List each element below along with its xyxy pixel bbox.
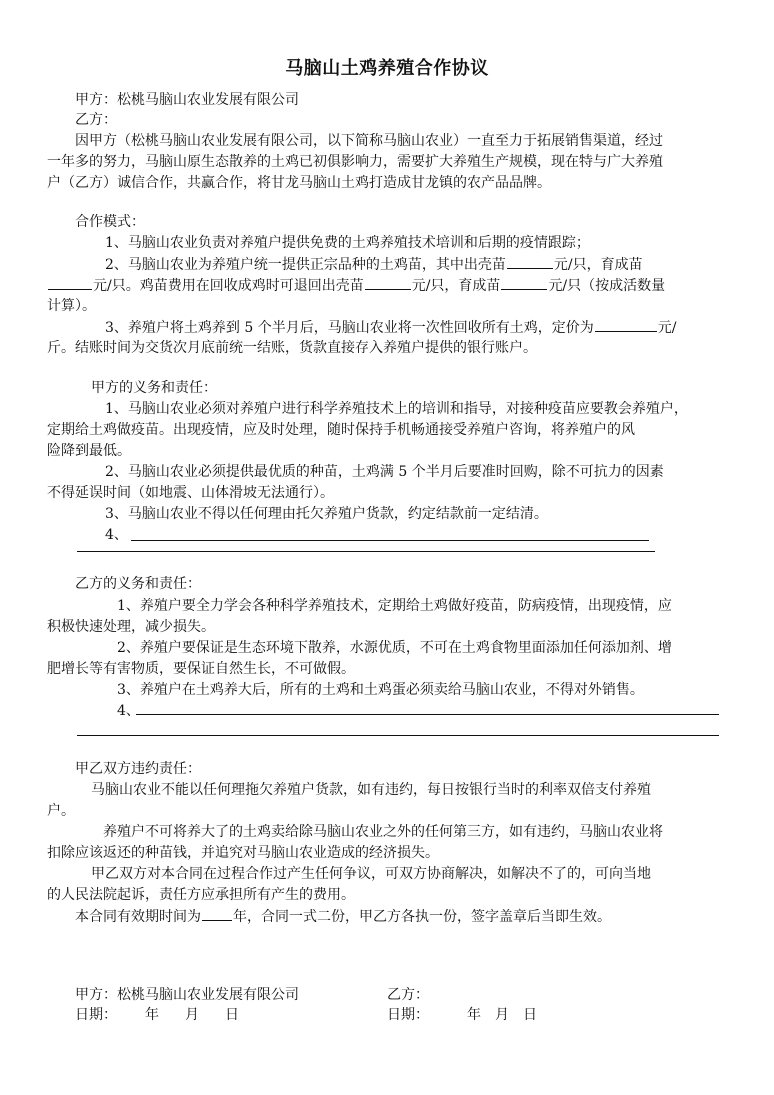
page-title: 马脑山土鸡养殖合作协议 (285, 58, 489, 79)
duty-b-heading: 乙方的义务和责任： (75, 576, 201, 592)
duty-b-item-4-blank[interactable] (136, 714, 719, 715)
mode-item-2-text-e: 元/只（按成活数量 (548, 278, 666, 294)
date-a-label: 日期： (75, 1007, 117, 1023)
date-b-month: 月 (495, 1007, 509, 1023)
intro-line-1: 因甲方（松桃马脑山农业发展有限公司，以下简称马脑山农业）一直至力于拓展销售渠道，经过 (75, 133, 663, 149)
validity-years-blank[interactable] (202, 906, 232, 921)
breach-heading: 甲乙双方违约责任： (75, 761, 201, 777)
signature-date-b (387, 1005, 537, 1026)
mode-item-2-line-2 (47, 275, 737, 297)
validity-line (75, 906, 765, 928)
duty-b-item-1-line-2: 积极快速处理，减少损失。 (47, 619, 215, 635)
duty-a-item-1-line-3: 险降到最低。 (47, 443, 131, 459)
signature-date-a (75, 1005, 239, 1026)
duty-a-item-4-blank-2[interactable] (77, 551, 655, 552)
breach-para-2-line-2: 扣除应该返还的种苗钱，并追究对马脑山农业造成的经济损失。 (47, 845, 439, 861)
validity-text-b: 年，合同一式二份，甲乙方各执一份，签字盖章后当即生效。 (233, 909, 611, 925)
duty-a-item-2-line-2: 不得延误时间（如地震、山体滑坡无法通行）。 (47, 485, 334, 501)
duty-b-item-3: 3、养殖户在土鸡养大后，所有的土鸡和土鸡蛋必须卖给马脑山农业，不得对外销售。 (117, 682, 644, 698)
breach-para-3-line-2: 的人民法院起诉，责任方应承担所有产生的费用。 (47, 887, 355, 903)
signature-party-b: 乙方： (387, 987, 429, 1003)
date-b-day: 日 (523, 1007, 537, 1023)
mode-item-3-line-2: 斤。结账时间为交货次月底前统一结账，货款直接存入养殖户提供的银行账户。 (47, 340, 537, 356)
mode-item-1: 1、马脑山农业负责对养殖户提供免费的土鸡养殖技术培训和后期的疫情跟踪； (105, 235, 590, 251)
signature-party-a: 甲方：松桃马脑山农业发展有限公司 (75, 987, 299, 1003)
validity-text-a: 本合同有效期时间为 (75, 909, 201, 925)
date-a-year: 年 (145, 1007, 159, 1023)
refund-chick-price-blank[interactable] (365, 275, 411, 290)
grown-chick-price-blank[interactable] (48, 275, 92, 290)
duty-b-item-1-line-1: 1、养殖户要全力学会各种科学养殖技术，定期给土鸡做好疫苗，防病疫情，出现疫情，应 (117, 598, 672, 614)
mode-item-2-line-1 (105, 254, 774, 276)
duty-b-item-2-line-1: 2、养殖户要保证是生态环境下散养，水源优质，不可在土鸡食物里面添加任何添加剂、增 (117, 640, 672, 656)
unit-price-blank[interactable] (595, 317, 657, 332)
duty-a-item-2-line-1: 2、马脑山农业必须提供最优质的种苗，土鸡满 5 个半月后要准时回购，除不可抗力的因素 (105, 464, 664, 480)
breach-para-3-line-1: 甲乙双方对本合同在过程合作过产生任何争议，可双方协商解决，如解决不了的，可向当地 (91, 866, 651, 882)
refund-grown-price-blank[interactable] (501, 275, 547, 290)
breach-para-1-line-1: 马脑山农业不能以任何理拖欠养殖户货款，如有违约，每日按银行当时的利率双倍支付养殖 (91, 782, 651, 798)
intro-line-2: 一年多的努力，马脑山原生态散养的土鸡已初俱影响力，需要扩大养殖生产规模，现在特与广大养殖 (47, 154, 663, 170)
date-a-month: 月 (185, 1007, 199, 1023)
mode-item-3-line-1 (105, 317, 774, 339)
duty-b-item-4-blank-2[interactable] (77, 735, 719, 736)
duty-b-item-2-line-2: 肥增长等有害物质，要保证自然生长，不可做假。 (47, 661, 355, 677)
party-b-line: 乙方： (75, 112, 117, 128)
chick-price-blank[interactable] (507, 254, 553, 269)
date-b-label: 日期： (387, 1007, 429, 1023)
mode-item-2-text-b: 元/只，育成苗 (553, 257, 643, 273)
breach-para-2-line-1: 养殖户不可将养大了的土鸡卖给除马脑山农业之外的任何第三方，如有违约，马脑山农业将 (103, 824, 663, 840)
date-a-day: 日 (225, 1007, 239, 1023)
party-a-line: 甲方：松桃马脑山农业发展有限公司 (75, 92, 299, 108)
duty-a-item-1-line-2: 定期给土鸡做疫苗。出现疫情，应及时处理，随时保持手机畅通接受养殖户咨询，将养殖户的风 (47, 422, 635, 438)
duty-a-item-3: 3、马脑山农业不得以任何理由托欠养殖户货款，约定结款前一定结清。 (105, 506, 548, 522)
mode-item-2-line-3: 计算）。 (47, 298, 96, 314)
intro-line-3: 户（乙方）诚信合作，共赢合作，将甘龙马脑山土鸡打造成甘龙镇的农产品品牌。 (47, 175, 551, 191)
mode-item-2-text-d: 元/只，育成苗 (411, 278, 501, 294)
duty-a-heading: 甲方的义务和责任： (91, 380, 217, 396)
duty-a-item-4: 4、 (105, 527, 128, 543)
duty-a-item-4-blank[interactable] (131, 540, 649, 541)
duty-a-item-1-line-1: 1、马脑山农业必须对养殖户进行科学养殖技术上的培训和指导，对接种疫苗应要教会养殖户， (105, 401, 688, 417)
breach-para-1-line-2: 户。 (47, 803, 75, 819)
mode-item-2-text-a: 2、马脑山农业为养殖户统一提供正宗品种的土鸡苗，其中出壳苗 (105, 257, 506, 273)
duty-b-item-4: 4、 (117, 703, 140, 719)
mode-item-2-text-c: 元/只。鸡苗费用在回收成鸡时可退回出壳苗 (93, 278, 364, 294)
mode-item-3-text-a: 3、养殖户将土鸡养到 5 个半月后，马脑山农业将一次性回收所有土鸡，定价为 (105, 320, 594, 336)
mode-item-3-text-b: 元/ (657, 320, 677, 336)
mode-heading: 合作模式： (75, 214, 145, 230)
date-b-year: 年 (467, 1007, 481, 1023)
